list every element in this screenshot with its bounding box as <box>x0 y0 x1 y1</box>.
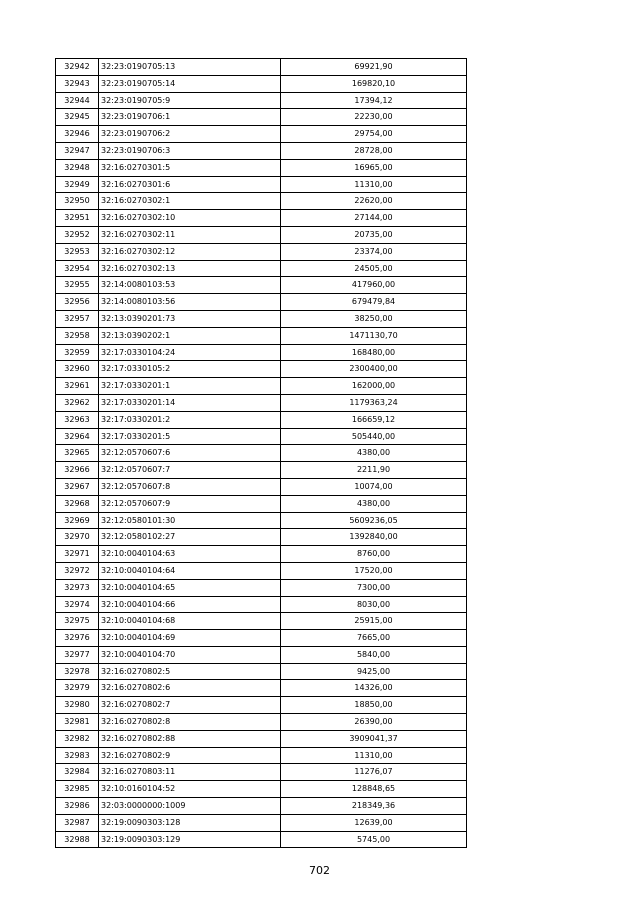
table-row <box>56 478 467 495</box>
table-row <box>56 512 467 529</box>
value-cell: 2211,90 <box>281 462 467 479</box>
value-cell: 417960,00 <box>281 277 467 294</box>
row-number-cell: 32964 <box>56 428 99 445</box>
value-cell: 5840,00 <box>281 646 467 663</box>
value-cell: 2300400,00 <box>281 361 467 378</box>
row-number-cell: 32954 <box>56 260 99 277</box>
row-number-cell: 32965 <box>56 445 99 462</box>
page-number: 702 <box>309 864 330 877</box>
cadastral-number-cell: 32:10:0040104:69 <box>99 630 281 647</box>
row-number-cell: 32982 <box>56 730 99 747</box>
table-row <box>56 243 467 260</box>
cadastral-number-cell: 32:10:0040104:63 <box>99 546 281 563</box>
value-cell: 14326,00 <box>281 680 467 697</box>
table-row <box>56 529 467 546</box>
row-number-cell: 32956 <box>56 294 99 311</box>
cadastral-number-cell: 32:12:0580101:30 <box>99 512 281 529</box>
cadastral-number-cell: 32:16:0270802:5 <box>99 663 281 680</box>
cadastral-value-table <box>55 58 467 848</box>
table-row <box>56 260 467 277</box>
table-row <box>56 730 467 747</box>
row-number-cell: 32962 <box>56 394 99 411</box>
value-cell: 28728,00 <box>281 142 467 159</box>
table-row <box>56 445 467 462</box>
value-cell: 4380,00 <box>281 495 467 512</box>
cadastral-number-cell: 32:13:0390202:1 <box>99 327 281 344</box>
cadastral-number-cell: 32:12:0570607:9 <box>99 495 281 512</box>
cadastral-number-cell: 32:10:0040104:70 <box>99 646 281 663</box>
cadastral-number-cell: 32:14:0080103:56 <box>99 294 281 311</box>
value-cell: 17394,12 <box>281 92 467 109</box>
value-cell: 9425,00 <box>281 663 467 680</box>
table-row <box>56 495 467 512</box>
value-cell: 8760,00 <box>281 546 467 563</box>
table-row <box>56 428 467 445</box>
table-row <box>56 697 467 714</box>
row-number-cell: 32978 <box>56 663 99 680</box>
value-cell: 26390,00 <box>281 714 467 731</box>
cadastral-number-cell: 32:03:0000000:1009 <box>99 798 281 815</box>
value-cell: 17520,00 <box>281 562 467 579</box>
row-number-cell: 32958 <box>56 327 99 344</box>
value-cell: 4380,00 <box>281 445 467 462</box>
cadastral-number-cell: 32:17:0330105:2 <box>99 361 281 378</box>
cadastral-number-cell: 32:10:0160104:52 <box>99 781 281 798</box>
table-row <box>56 142 467 159</box>
value-cell: 1392840,00 <box>281 529 467 546</box>
cadastral-number-cell: 32:12:0570607:7 <box>99 462 281 479</box>
table-body <box>56 59 467 848</box>
table-row <box>56 294 467 311</box>
table-row <box>56 59 467 76</box>
cadastral-number-cell: 32:10:0040104:66 <box>99 596 281 613</box>
row-number-cell: 32983 <box>56 747 99 764</box>
table-row <box>56 747 467 764</box>
table-row <box>56 579 467 596</box>
table-row <box>56 781 467 798</box>
cadastral-number-cell: 32:16:0270301:6 <box>99 176 281 193</box>
table-row <box>56 663 467 680</box>
row-number-cell: 32960 <box>56 361 99 378</box>
row-number-cell: 32950 <box>56 193 99 210</box>
table-row <box>56 75 467 92</box>
row-number-cell: 32985 <box>56 781 99 798</box>
row-number-cell: 32972 <box>56 562 99 579</box>
cadastral-number-cell: 32:10:0040104:65 <box>99 579 281 596</box>
table-row <box>56 714 467 731</box>
value-cell: 11310,00 <box>281 747 467 764</box>
table-row <box>56 344 467 361</box>
value-cell: 27144,00 <box>281 210 467 227</box>
table-row <box>56 680 467 697</box>
row-number-cell: 32943 <box>56 75 99 92</box>
value-cell: 18850,00 <box>281 697 467 714</box>
cadastral-number-cell: 32:16:0270802:8 <box>99 714 281 731</box>
row-number-cell: 32957 <box>56 310 99 327</box>
row-number-cell: 32980 <box>56 697 99 714</box>
table-row <box>56 646 467 663</box>
value-cell: 69921,90 <box>281 59 467 76</box>
cadastral-number-cell: 32:23:0190706:2 <box>99 126 281 143</box>
row-number-cell: 32968 <box>56 495 99 512</box>
row-number-cell: 32961 <box>56 378 99 395</box>
value-cell: 169820,10 <box>281 75 467 92</box>
value-cell: 162000,00 <box>281 378 467 395</box>
cadastral-number-cell: 32:14:0080103:53 <box>99 277 281 294</box>
value-cell: 1471130,70 <box>281 327 467 344</box>
cadastral-number-cell: 32:16:0270802:9 <box>99 747 281 764</box>
value-cell: 22620,00 <box>281 193 467 210</box>
table-row <box>56 176 467 193</box>
cadastral-number-cell: 32:10:0040104:64 <box>99 562 281 579</box>
row-number-cell: 32945 <box>56 109 99 126</box>
row-number-cell: 32976 <box>56 630 99 647</box>
row-number-cell: 32952 <box>56 226 99 243</box>
cadastral-number-cell: 32:16:0270301:5 <box>99 159 281 176</box>
row-number-cell: 32955 <box>56 277 99 294</box>
cadastral-number-cell: 32:23:0190706:3 <box>99 142 281 159</box>
cadastral-number-cell: 32:16:0270302:1 <box>99 193 281 210</box>
table-row <box>56 462 467 479</box>
row-number-cell: 32967 <box>56 478 99 495</box>
table-row <box>56 562 467 579</box>
value-cell: 29754,00 <box>281 126 467 143</box>
value-cell: 7300,00 <box>281 579 467 596</box>
table-row <box>56 596 467 613</box>
row-number-cell: 32969 <box>56 512 99 529</box>
value-cell: 38250,00 <box>281 310 467 327</box>
row-number-cell: 32948 <box>56 159 99 176</box>
cadastral-number-cell: 32:10:0040104:68 <box>99 613 281 630</box>
value-cell: 22230,00 <box>281 109 467 126</box>
value-cell: 11276,07 <box>281 764 467 781</box>
table-row <box>56 193 467 210</box>
table-row <box>56 159 467 176</box>
row-number-cell: 32949 <box>56 176 99 193</box>
value-cell: 1179363,24 <box>281 394 467 411</box>
cadastral-number-cell: 32:23:0190705:9 <box>99 92 281 109</box>
row-number-cell: 32944 <box>56 92 99 109</box>
table-row <box>56 277 467 294</box>
cadastral-number-cell: 32:16:0270802:7 <box>99 697 281 714</box>
table-row <box>56 814 467 831</box>
row-number-cell: 32947 <box>56 142 99 159</box>
row-number-cell: 32981 <box>56 714 99 731</box>
cadastral-number-cell: 32:12:0580102:27 <box>99 529 281 546</box>
value-cell: 3909041,37 <box>281 730 467 747</box>
cadastral-number-cell: 32:19:0090303:128 <box>99 814 281 831</box>
row-number-cell: 32951 <box>56 210 99 227</box>
value-cell: 10074,00 <box>281 478 467 495</box>
value-cell: 11310,00 <box>281 176 467 193</box>
table-row <box>56 109 467 126</box>
table-row <box>56 310 467 327</box>
value-cell: 679479,84 <box>281 294 467 311</box>
value-cell: 168480,00 <box>281 344 467 361</box>
row-number-cell: 32971 <box>56 546 99 563</box>
table-row <box>56 764 467 781</box>
cadastral-number-cell: 32:16:0270302:11 <box>99 226 281 243</box>
cadastral-number-cell: 32:16:0270302:10 <box>99 210 281 227</box>
row-number-cell: 32986 <box>56 798 99 815</box>
value-cell: 5609236,05 <box>281 512 467 529</box>
cadastral-number-cell: 32:23:0190705:13 <box>99 59 281 76</box>
cadastral-number-cell: 32:12:0570607:8 <box>99 478 281 495</box>
value-cell: 7665,00 <box>281 630 467 647</box>
cadastral-number-cell: 32:17:0330201:5 <box>99 428 281 445</box>
cadastral-number-cell: 32:23:0190706:1 <box>99 109 281 126</box>
value-cell: 16965,00 <box>281 159 467 176</box>
value-cell: 166659,12 <box>281 411 467 428</box>
value-cell: 20735,00 <box>281 226 467 243</box>
cadastral-number-cell: 32:23:0190705:14 <box>99 75 281 92</box>
row-number-cell: 32963 <box>56 411 99 428</box>
table-row <box>56 327 467 344</box>
cadastral-number-cell: 32:17:0330201:1 <box>99 378 281 395</box>
value-cell: 128848,65 <box>281 781 467 798</box>
row-number-cell: 32984 <box>56 764 99 781</box>
value-cell: 23374,00 <box>281 243 467 260</box>
table-row <box>56 92 467 109</box>
row-number-cell: 32974 <box>56 596 99 613</box>
cadastral-number-cell: 32:16:0270802:88 <box>99 730 281 747</box>
value-cell: 218349,36 <box>281 798 467 815</box>
cadastral-number-cell: 32:16:0270302:13 <box>99 260 281 277</box>
table-row <box>56 361 467 378</box>
value-cell: 24505,00 <box>281 260 467 277</box>
cadastral-number-cell: 32:16:0270302:12 <box>99 243 281 260</box>
table-row <box>56 630 467 647</box>
table-row <box>56 126 467 143</box>
cadastral-number-cell: 32:17:0330201:2 <box>99 411 281 428</box>
table-row <box>56 394 467 411</box>
value-cell: 12639,00 <box>281 814 467 831</box>
row-number-cell: 32966 <box>56 462 99 479</box>
cadastral-number-cell: 32:16:0270802:6 <box>99 680 281 697</box>
cadastral-number-cell: 32:17:0330201:14 <box>99 394 281 411</box>
row-number-cell: 32953 <box>56 243 99 260</box>
cadastral-number-cell: 32:17:0330104:24 <box>99 344 281 361</box>
row-number-cell: 32979 <box>56 680 99 697</box>
table-row <box>56 378 467 395</box>
row-number-cell: 32975 <box>56 613 99 630</box>
table-row <box>56 613 467 630</box>
row-number-cell: 32977 <box>56 646 99 663</box>
row-number-cell: 32970 <box>56 529 99 546</box>
row-number-cell: 32959 <box>56 344 99 361</box>
cadastral-number-cell: 32:16:0270803:11 <box>99 764 281 781</box>
cadastral-number-cell: 32:13:0390201:73 <box>99 310 281 327</box>
table-row <box>56 831 467 848</box>
table-row <box>56 411 467 428</box>
value-cell: 25915,00 <box>281 613 467 630</box>
table-row <box>56 226 467 243</box>
row-number-cell: 32988 <box>56 831 99 848</box>
table-row <box>56 210 467 227</box>
value-cell: 505440,00 <box>281 428 467 445</box>
row-number-cell: 32973 <box>56 579 99 596</box>
table-row <box>56 798 467 815</box>
value-cell: 8030,00 <box>281 596 467 613</box>
row-number-cell: 32946 <box>56 126 99 143</box>
table-row <box>56 546 467 563</box>
row-number-cell: 32942 <box>56 59 99 76</box>
value-cell: 5745,00 <box>281 831 467 848</box>
row-number-cell: 32987 <box>56 814 99 831</box>
cadastral-number-cell: 32:19:0090303:129 <box>99 831 281 848</box>
cadastral-number-cell: 32:12:0570607:6 <box>99 445 281 462</box>
